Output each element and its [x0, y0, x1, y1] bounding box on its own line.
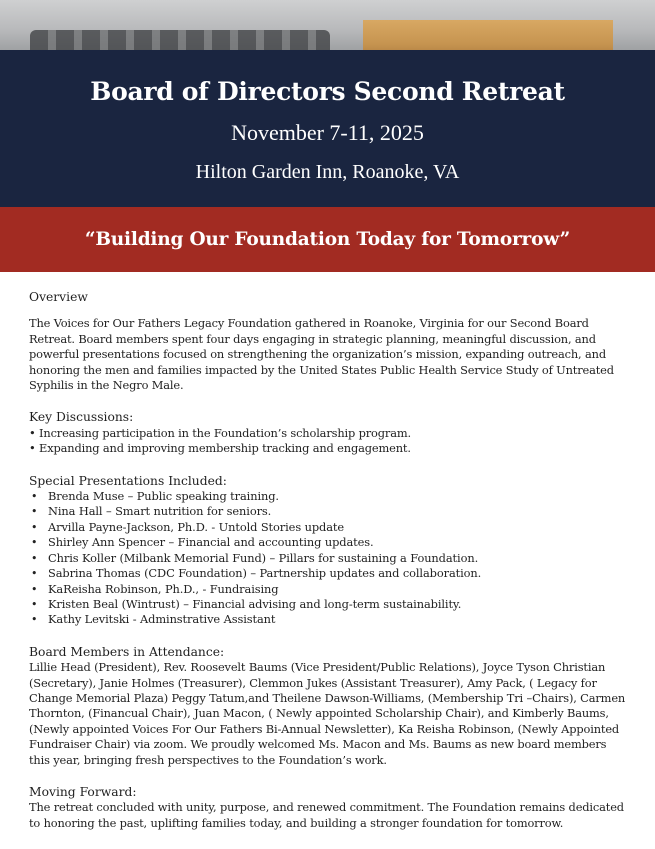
- photo-background-left: [30, 30, 330, 50]
- list-item: • KaReisha Robinson, Ph.D., - Fundraising: [29, 582, 629, 597]
- special-presentations-list: [29, 489, 629, 628]
- list-item: • Chris Koller (Milbank Memorial Fund) – Pillars for sustaining a Foundation.: [29, 551, 629, 566]
- special-presentations-heading: Special Presentations Included:: [29, 473, 227, 488]
- overview-heading: Overview: [29, 290, 88, 304]
- header-photo: [0, 0, 655, 50]
- moving-forward-heading: Moving Forward:: [29, 784, 137, 799]
- key-discussions-heading: Key Discussions:: [29, 410, 134, 425]
- title-banner: [0, 50, 655, 207]
- overview-text: The Voices for Our Fathers Legacy Foundation gathered in Roanoke, Virginia for our Second Board Retreat. Board members spent four days engaging in strategic planning, meaningful discussion, and powerful presentations focused on strengthening the organization’s mission, expanding outreach, and honoring the men and families impacted by the United States Public Health Service Study of Untreated Syphilis in the Negro Male.: [29, 316, 614, 393]
- moving-forward-text: The retreat concluded with unity, purpose, and renewed commitment. The Foundation remains dedicated to honoring the past, uplifting families today, and building a stronger foundation for tomorrow.: [29, 800, 624, 830]
- list-item: • Expanding and improving membership tracking and engagement.: [29, 441, 411, 456]
- list-item: • Kathy Levitski - Adminstrative Assistant: [29, 612, 629, 627]
- board-members-text: Lillie Head (President), Rev. Roosevelt Baums (Vice President/Public Relations), Joyce Tyson Christian (Secretary), Janie Holmes (Treasurer), Clemmon Jukes (Assistant Treasurer), Amy Pack, ( Legacy for Change Memorial Plaza) Peggy Tatum,and Theilene Dawson-Williams, (Membership Tri –Chairs), Carmen Thornton, (Financual Chair), Juan Macon, ( Newly appointed Scholarship Chair), and Kimberly Baums, (Newly appointed Voices For Our Fathers Bi-Annual Newsletter), Ka Reisha Robinson, (Newly Appointed Fundraiser Chair) via zoom. We proudly welcomed Ms. Macon and Ms. Baums as new board members this year, bringing fresh perspectives to the Foundation’s work.: [29, 660, 626, 767]
- page-title: Board of Directors Second Retreat: [90, 77, 565, 106]
- list-item: • Increasing participation in the Foundation’s scholarship program.: [29, 425, 411, 440]
- board-members-heading: Board Members in Attendance:: [29, 644, 225, 659]
- theme-banner: “Building Our Foundation Today for Tomorrow”: [0, 207, 655, 272]
- list-item: • Sabrina Thomas (CDC Foundation) – Partnership updates and collaboration.: [29, 566, 629, 581]
- photo-background-right: [363, 20, 613, 50]
- event-location: Hilton Garden Inn, Roanoke, VA: [195, 161, 460, 183]
- list-item: • Nina Hall – Smart nutrition for seniors.: [29, 504, 629, 519]
- list-item: • Kristen Beal (Wintrust) – Financial advising and long-term sustainability.: [29, 597, 629, 612]
- key-discussions-list: [29, 426, 629, 457]
- document-body: [29, 290, 629, 831]
- list-item: • Brenda Muse – Public speaking training.: [29, 489, 629, 504]
- list-item: • Arvilla Payne-Jackson, Ph.D. - Untold Stories update: [29, 520, 629, 535]
- event-date: November 7-11, 2025: [231, 120, 424, 145]
- list-item: • Shirley Ann Spencer – Financial and accounting updates.: [29, 535, 629, 550]
